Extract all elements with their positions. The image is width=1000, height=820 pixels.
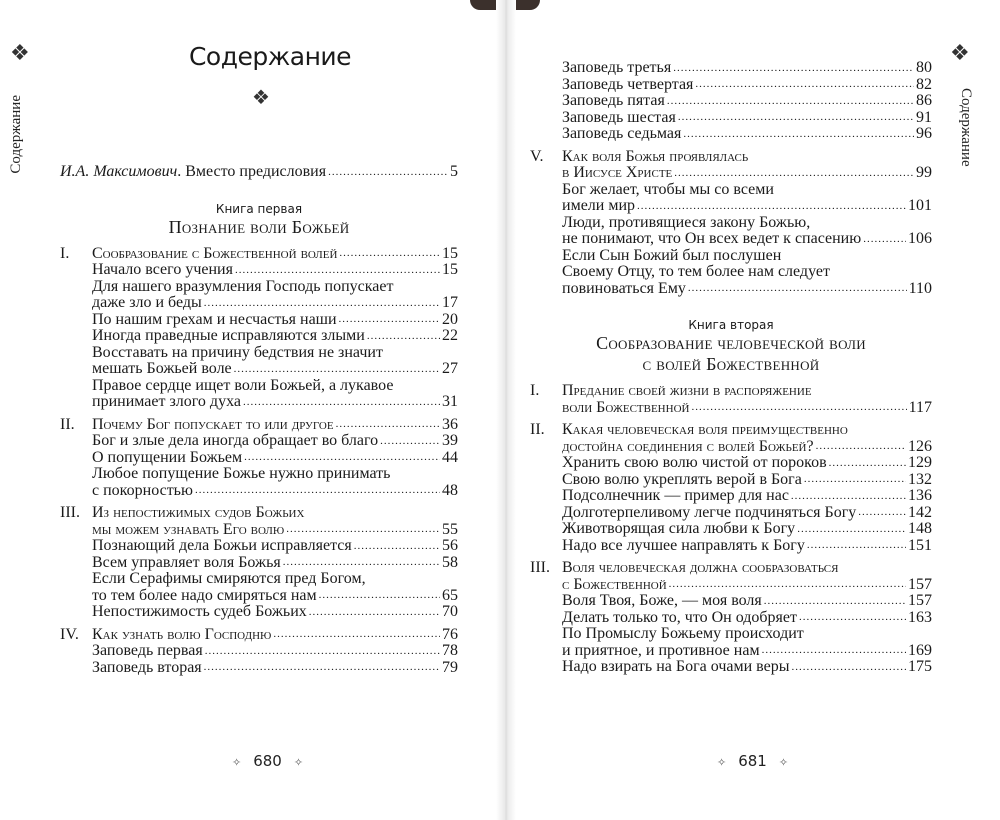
entry-title-line: Как воля Божья проявлялась: [562, 147, 749, 165]
entry-title-line: Надо взирать на Бога очами веры: [562, 658, 790, 675]
entry-last-line: [562, 505, 932, 522]
toc-entry[interactable]: [562, 626, 932, 659]
toc-entry[interactable]: [92, 571, 458, 604]
entry-title-line: Начало всего учения: [92, 261, 233, 278]
entry-title-line: Для нашего вразумления Господь попускает: [92, 277, 394, 295]
page-ref: 99: [916, 164, 932, 181]
page-ref: 5: [450, 163, 458, 180]
section-number: I.: [530, 382, 540, 399]
toc-entry[interactable]: [92, 279, 458, 312]
book-heading: [60, 201, 458, 238]
preface-author: И.А. Максимович: [60, 163, 178, 180]
dot-leader: [204, 660, 440, 676]
book-label: Книга первая: [215, 201, 303, 216]
dot-leader: [863, 232, 906, 248]
dot-leader: [234, 362, 440, 378]
entry-title-line: Если Серафимы смиряются пред Богом,: [92, 570, 366, 587]
dot-leader: [858, 505, 906, 521]
page-number: ✧ 680 ✧: [232, 752, 304, 770]
page-ref: 86: [916, 92, 932, 109]
entry-last-line: [562, 610, 932, 627]
toc-entry[interactable]: [562, 149, 932, 182]
page-ref: 20: [442, 310, 458, 328]
entry-last-line: [562, 231, 932, 248]
toc-section: [530, 60, 932, 143]
toc-entry[interactable]: [92, 643, 458, 660]
entry-last-line: [92, 555, 458, 572]
dot-leader: [667, 94, 914, 110]
entry-title-line: По нашим грехам и несчастья наши: [92, 310, 337, 328]
toc-entry[interactable]: [92, 505, 458, 538]
toc-section: [60, 505, 458, 621]
entry-last-line: [92, 312, 458, 329]
page-ref: 132: [908, 470, 932, 488]
section-number: I.: [60, 244, 70, 262]
dot-leader: [273, 627, 440, 643]
page-ref: 44: [442, 448, 458, 466]
toc-section: [530, 560, 932, 676]
entry-title-line: Любое попущение Божье нужно принимать: [92, 465, 391, 482]
toc-entry[interactable]: [92, 345, 458, 378]
page-ref: 101: [908, 197, 932, 214]
dot-leader: [319, 588, 440, 604]
dot-leader: [339, 312, 440, 328]
entry-last-line: [562, 400, 932, 417]
toc-entry[interactable]: [92, 246, 458, 263]
toc-entry[interactable]: [92, 262, 458, 279]
entry-title-line: Надо все лучшее направлять к Богу: [562, 536, 805, 554]
page-ref: 55: [442, 520, 458, 538]
dot-leader: [807, 538, 906, 554]
dot-leader: [195, 483, 440, 499]
entry-title-line: даже зло и беды: [92, 294, 202, 311]
page-ref: 27: [442, 360, 458, 377]
entry-title-line: Всем управляет воля Божья: [92, 553, 281, 571]
toc-entry[interactable]: [562, 455, 932, 472]
page-ref: 151: [908, 536, 932, 554]
toc-entry[interactable]: [92, 450, 458, 467]
table-of-contents: [60, 164, 458, 682]
toc-entry[interactable]: [92, 312, 458, 329]
entry-last-line: [562, 439, 932, 456]
dot-leader: [695, 77, 914, 93]
entry-title-line: Из непостижимых судов Божьих: [92, 504, 305, 521]
entry-title-line: По Промыслу Божьему происходит: [562, 625, 804, 642]
entry-title-line: и приятное, и противное нам: [562, 641, 760, 659]
page-ref: 91: [916, 108, 932, 126]
entry-title-line: то тем более надо смиряться нам: [92, 586, 317, 604]
section-number: II.: [60, 415, 75, 433]
toc-entry[interactable]: [562, 593, 932, 610]
dot-leader: [797, 522, 906, 538]
dot-leader: [691, 400, 906, 416]
ornament-icon: ✧: [232, 756, 242, 769]
entry-last-line: [92, 604, 458, 621]
page-ref: 15: [442, 244, 458, 262]
page-ref: 82: [916, 75, 932, 93]
dot-leader: [286, 522, 440, 538]
toc-entry[interactable]: [92, 466, 458, 499]
dot-leader: [683, 127, 914, 143]
entry-title-line: Бог и злые дела иногда обращает во благо: [92, 432, 379, 449]
entry-title-line: Заповедь шестая: [562, 108, 676, 126]
dot-leader: [339, 246, 440, 262]
entry-last-line: [562, 93, 932, 110]
book-title: Познание воли Божьей: [168, 216, 350, 237]
ornament-icon: ❖: [950, 40, 970, 65]
page-ref: 36: [442, 415, 458, 433]
dot-leader: [309, 605, 440, 621]
toc-entry[interactable]: [562, 126, 932, 143]
section-number: III.: [60, 504, 80, 521]
entry-title-line: мешать Божьей воле: [92, 360, 232, 377]
page-ref: 79: [442, 658, 458, 676]
entry-last-line: [92, 450, 458, 467]
dot-leader: [204, 296, 440, 312]
table-of-contents: [530, 60, 932, 682]
entry-title-line: Животворящая сила любви к Богу: [562, 520, 796, 537]
toc-entry[interactable]: [562, 93, 932, 110]
dot-leader: [669, 577, 906, 593]
entry-last-line: [562, 455, 932, 472]
dot-leader: [762, 643, 906, 659]
entry-title-line: Восставать на причину бедствия не значит: [92, 343, 383, 361]
entry-title-line: Предание своей жизни в распоряжение: [562, 382, 812, 399]
page-ref: 22: [442, 327, 458, 344]
entry-last-line: [92, 417, 458, 434]
entry-last-line: [562, 593, 932, 610]
toc-entry[interactable]: [562, 659, 932, 676]
dot-leader: [380, 434, 440, 450]
entry-last-line: [92, 643, 458, 660]
entry-last-line: [562, 488, 932, 505]
entry-title-line: Правое сердце ищет воли Божьей, а лукавое: [92, 376, 394, 394]
dot-leader: [816, 439, 906, 455]
entry-last-line: [562, 472, 932, 489]
toc-entry[interactable]: [562, 488, 932, 505]
section-number: V.: [530, 147, 544, 165]
entry-last-line: [562, 60, 932, 77]
entry-title-line: Познающий дела Божьи исправляется: [92, 537, 352, 554]
entry-title-line: достойна соединения с волей Божьей?: [562, 437, 814, 455]
entry-title-line: Заповедь третья: [562, 59, 672, 76]
entry-last-line: [92, 660, 458, 677]
entry-last-line: [92, 394, 458, 411]
page-ref: 175: [908, 658, 932, 675]
ornament-icon: ❖: [10, 40, 30, 65]
page-title: Содержание: [188, 42, 352, 71]
dot-leader: [243, 395, 440, 411]
entry-title-line: Воля Твоя, Боже, — моя воля: [562, 592, 762, 609]
dot-leader: [367, 329, 440, 345]
ornament-icon: ✧: [293, 756, 304, 769]
entry-title-line: Воля человеческая должна сообразоваться: [562, 559, 839, 576]
page-ref: 117: [908, 398, 932, 416]
entry-title-line: принимает злого духа: [92, 393, 241, 410]
toc-section: [60, 246, 458, 411]
page-number: ✧ 681 ✧: [717, 752, 789, 770]
toc-entry[interactable]: [92, 627, 458, 644]
dot-leader: [829, 456, 906, 472]
entry-title-line: Заповедь четвертая: [562, 75, 694, 93]
toc-entry[interactable]: [562, 77, 932, 94]
entry-last-line: [92, 538, 458, 555]
dot-leader: [637, 199, 906, 215]
page-ref: 65: [442, 586, 458, 604]
toc-entry[interactable]: [92, 417, 458, 434]
dot-leader: [791, 489, 906, 505]
page-ref: 76: [442, 625, 458, 643]
entry-last-line: [562, 538, 932, 555]
page-ref: 70: [442, 603, 458, 620]
toc-entry[interactable]: [562, 538, 932, 555]
toc-entry[interactable]: [92, 604, 458, 621]
page-ref: 15: [442, 261, 458, 278]
entry-title-line: Если Сын Божий был послушен: [562, 246, 782, 264]
toc-entry[interactable]: [562, 521, 932, 538]
page-ref: 142: [908, 503, 932, 521]
entry-last-line: [562, 165, 932, 182]
toc-entry[interactable]: [562, 610, 932, 627]
entry-title-line: не понимают, что Он всех ведет к спасению: [562, 230, 862, 247]
page-ref: 48: [442, 481, 458, 499]
page-ref: 39: [442, 432, 458, 449]
toc-entry[interactable]: [92, 378, 458, 411]
ornament-icon: ❖: [252, 87, 270, 109]
toc-entry[interactable]: [92, 538, 458, 555]
page-ref: 163: [908, 608, 932, 626]
section-number: II.: [530, 421, 545, 438]
page-ref: 110: [908, 279, 932, 297]
dot-leader: [328, 165, 448, 181]
entry-title-line: Люди, противящиеся закону Божью,: [562, 213, 811, 231]
toc-entry[interactable]: [562, 383, 932, 416]
page-ref: 106: [908, 230, 932, 247]
running-head: Содержание: [958, 88, 974, 167]
page-ref: 96: [916, 125, 932, 142]
toc-entry[interactable]: [92, 660, 458, 677]
entry-last-line: [562, 126, 932, 143]
entry-last-line: [92, 262, 458, 279]
toc-entry[interactable]: [562, 215, 932, 248]
dot-leader: [235, 263, 440, 279]
dot-leader: [804, 472, 906, 488]
entry-title-line: Долготерпеливому легче подчиняться Богу: [562, 503, 857, 521]
toc-entry[interactable]: [562, 472, 932, 489]
dot-leader: [674, 166, 914, 182]
toc-entry[interactable]: [92, 328, 458, 345]
entry-last-line: [562, 577, 932, 594]
left-page: [0, 0, 498, 820]
toc-entry[interactable]: [92, 433, 458, 450]
entry-title-line: имели мир: [562, 197, 636, 214]
dot-leader: [678, 110, 914, 126]
entry-last-line: [92, 246, 458, 263]
dot-leader: [688, 281, 907, 297]
entry-title-line: Почему Бог попускает то или другое: [92, 415, 334, 433]
entry-last-line: [562, 77, 932, 94]
dot-leader: [791, 660, 906, 676]
dot-leader: [336, 417, 440, 433]
dot-leader: [673, 61, 914, 77]
right-page: [510, 0, 1000, 820]
entry-last-line: [562, 281, 932, 298]
toc-entry[interactable]: [562, 60, 932, 77]
page-ref: 148: [908, 520, 932, 537]
page-ref: 78: [442, 642, 458, 659]
entry-last-line: [92, 295, 458, 312]
toc-section: [60, 417, 458, 500]
dot-leader: [764, 594, 906, 610]
toc-section: [530, 149, 932, 298]
toc-entry[interactable]: [562, 505, 932, 522]
entry-title-line: с Божественной: [562, 575, 667, 593]
section-number: III.: [530, 559, 550, 576]
page-ref: 169: [908, 641, 932, 659]
page-ref: 129: [908, 454, 932, 471]
toc-section: [530, 422, 932, 554]
toc-entry[interactable]: [562, 422, 932, 455]
toc-entry[interactable]: [92, 555, 458, 572]
entry-title-line: Хранить свою волю чистой от пороков: [562, 454, 827, 471]
book-label: Книга вторая: [688, 318, 774, 332]
entry-title-line: в Иисусе Христе: [562, 164, 673, 181]
entry-last-line: [562, 643, 932, 660]
dot-leader: [205, 644, 440, 660]
page-ref: 136: [908, 487, 932, 504]
entry-last-line: [92, 522, 458, 539]
page-ref: 17: [442, 294, 458, 311]
entry-last-line: [92, 361, 458, 378]
page-ref: 58: [442, 553, 458, 571]
entry-title-line: Делать только то, что Он одобряет: [562, 608, 797, 626]
toc-entry-preface[interactable]: [60, 164, 458, 181]
entry-title-line: мы можем узнавать Его волю: [92, 520, 285, 538]
entry-last-line: [562, 521, 932, 538]
book-heading: [530, 317, 932, 375]
entry-title-line: Заповедь вторая: [92, 658, 202, 676]
page-ref: 126: [908, 437, 932, 455]
entry-title-line: О попущении Божьем: [92, 448, 243, 466]
toc-entry[interactable]: [562, 560, 932, 593]
entry-title-line: Непостижимость судеб Божьих: [92, 603, 307, 620]
dot-leader: [244, 450, 440, 466]
ornament-icon: ✧: [778, 756, 789, 769]
ornament-icon: ✧: [717, 756, 727, 769]
entry-title-line: Сообразование с Божественной волей: [92, 244, 338, 262]
dot-leader: [799, 610, 906, 626]
toc-section: [530, 383, 932, 416]
book-title: с волей Божественной: [642, 354, 820, 374]
running-head: Содержание: [8, 95, 24, 174]
section-number: IV.: [60, 625, 79, 643]
page-ref: 157: [908, 575, 932, 593]
entry-title-line: Заповедь первая: [92, 642, 203, 659]
entry-title-line: Какая человеческая воля преимущественно: [562, 421, 848, 438]
entry-last-line: [562, 198, 932, 215]
book-title: Сообразование человеческой воли: [596, 333, 866, 353]
entry-title-line: Заповедь пятая: [562, 92, 665, 109]
toc-entry[interactable]: [562, 248, 932, 298]
toc-entry[interactable]: [562, 182, 932, 215]
entry-last-line: [92, 588, 458, 605]
entry-last-line: [562, 110, 932, 127]
entry-title-line: Своему Отцу, то тем более нам следует: [562, 263, 830, 280]
entry-title-line: Свою волю укреплять верой в Бога: [562, 470, 802, 488]
entry-title-line: Подсолнечник — пример для нас: [562, 487, 789, 504]
entry-title-line: с покорностью: [92, 481, 193, 499]
entry-last-line: [92, 328, 458, 345]
entry-title-line: воли Божественной: [562, 398, 690, 416]
entry-last-line: [92, 627, 458, 644]
dot-leader: [354, 539, 440, 555]
entry-title-line: Бог желает, чтобы мы со всеми: [562, 180, 774, 198]
preface-title: . Вместо предисловия: [177, 163, 327, 180]
page-ref: 157: [908, 592, 932, 609]
entry-last-line: [92, 483, 458, 500]
page-ref: 31: [442, 393, 458, 410]
toc-section: [60, 627, 458, 677]
page-ref: 80: [916, 59, 932, 76]
entry-title-line: Иногда праведные исправляются злыми: [92, 327, 365, 344]
toc-entry[interactable]: [562, 110, 932, 127]
entry-title-line: повиноваться Ему: [562, 279, 686, 297]
entry-last-line: [92, 433, 458, 450]
entry-last-line: [562, 659, 932, 676]
dot-leader: [283, 555, 440, 571]
entry-title-line: Как узнать волю Господню: [92, 625, 272, 643]
page-ref: 56: [442, 537, 458, 554]
entry-title-line: Заповедь седьмая: [562, 125, 682, 142]
